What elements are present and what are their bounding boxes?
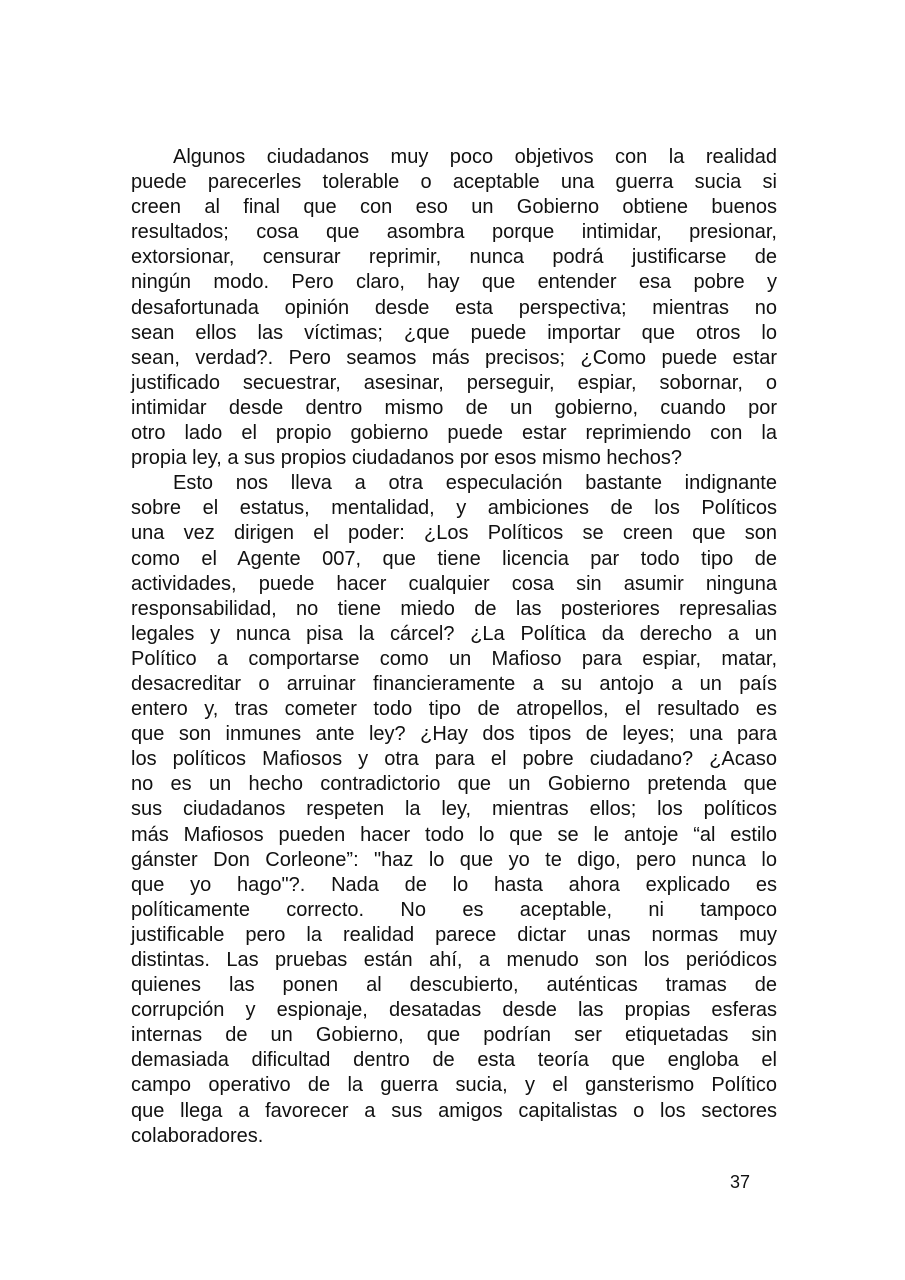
text-line: otro lado el propio gobierno puede estar reprimiendo con la bbox=[131, 422, 777, 445]
text-line: sus ciudadanos respeten la ley, mientras ellos; los políticos bbox=[131, 798, 777, 821]
text-line: actividades, puede hacer cualquier cosa sin asumir ninguna bbox=[131, 572, 777, 595]
text-line: sean, verdad?. Pero seamos más precisos; ¿Como puede estar bbox=[131, 346, 777, 369]
text-line: distintas. Las pruebas están ahí, a menudo son los periódicos bbox=[131, 949, 777, 971]
text-line: una vez dirigen el poder: ¿Los Políticos se creen que son bbox=[131, 522, 777, 545]
text-line: internas de un Gobierno, que podrían ser etiquetadas sin bbox=[131, 1024, 777, 1047]
text-line: resultados; cosa que asombra porque intimidar, presionar, bbox=[131, 221, 777, 244]
text-line: Político a comportarse como un Mafioso para espiar, matar, bbox=[131, 647, 777, 670]
text-line: extorsionar, censurar reprimir, nunca podrá justificarse de bbox=[131, 246, 777, 269]
text-line: los políticos Mafiosos y otra para el pobre ciudadano? ¿Acaso bbox=[131, 748, 777, 771]
text-line: sobre el estatus, mentalidad, y ambiciones de los Políticos bbox=[131, 497, 777, 520]
text-line: campo operativo de la guerra sucia, y el gansterismo Político bbox=[131, 1074, 777, 1097]
text-line: quienes las ponen al descubierto, auténticas tramas de bbox=[131, 974, 777, 997]
text-line: colaboradores. bbox=[131, 1124, 264, 1147]
text-line: no es un hecho contradictorio que un Gobierno pretenda que bbox=[131, 773, 777, 796]
text-line: responsabilidad, no tiene miedo de las posteriores represalias bbox=[131, 597, 777, 620]
text-line: desafortunada opinión desde esta perspectiva; mientras no bbox=[131, 296, 777, 319]
text-line: propia ley, a sus propios ciudadanos por esos mismo hechos? bbox=[131, 447, 683, 470]
text-line: Algunos ciudadanos muy poco objetivos con la realidad bbox=[173, 146, 777, 168]
text-line: gánster Don Corleone”: "haz lo que yo te digo, pero nunca lo bbox=[131, 848, 777, 871]
text-line: sean ellos las víctimas; ¿que puede importar que otros lo bbox=[131, 321, 777, 344]
text-line: políticamente correcto. No es aceptable, ni tampoco bbox=[131, 898, 777, 921]
body-text bbox=[131, 145, 777, 1149]
text-line: intimidar desde dentro mismo de un gobierno, cuando por bbox=[131, 396, 777, 419]
text-line: puede parecerles tolerable o aceptable una guerra sucia si bbox=[131, 171, 777, 194]
text-line: que yo hago"?. Nada de lo hasta ahora explicado es bbox=[131, 873, 777, 896]
text-line: que son inmunes ante ley? ¿Hay dos tipos de leyes; una para bbox=[131, 723, 777, 746]
text-line: que llega a favorecer a sus amigos capitalistas o los sectores bbox=[131, 1099, 777, 1122]
text-line: corrupción y espionaje, desatadas desde las propias esferas bbox=[131, 999, 777, 1022]
text-line: demasiada dificultad dentro de esta teoría que engloba el bbox=[131, 1049, 777, 1072]
text-line: ningún modo. Pero claro, hay que entender esa pobre y bbox=[131, 271, 777, 294]
text-line: más Mafiosos pueden hacer todo lo que se le antoje “al estilo bbox=[131, 823, 777, 846]
paragraph-1 bbox=[131, 145, 777, 471]
text-line: justificable pero la realidad parece dictar unas normas muy bbox=[131, 923, 777, 946]
text-line: entero y, tras cometer todo tipo de atropellos, el resultado es bbox=[131, 698, 777, 721]
text-line: como el Agente 007, que tiene licencia par todo tipo de bbox=[131, 547, 777, 570]
text-line: justificado secuestrar, asesinar, perseguir, espiar, sobornar, o bbox=[131, 371, 777, 394]
text-line: legales y nunca pisa la cárcel? ¿La Política da derecho a un bbox=[131, 622, 777, 645]
text-line: Esto nos lleva a otra especulación bastante indignante bbox=[173, 472, 777, 495]
text-line: desacreditar o arruinar financieramente a su antojo a un país bbox=[131, 672, 777, 695]
paragraph-2 bbox=[131, 471, 777, 1149]
text-line: creen al final que con eso un Gobierno obtiene buenos bbox=[131, 196, 777, 219]
page-number: 37 bbox=[730, 1172, 751, 1192]
